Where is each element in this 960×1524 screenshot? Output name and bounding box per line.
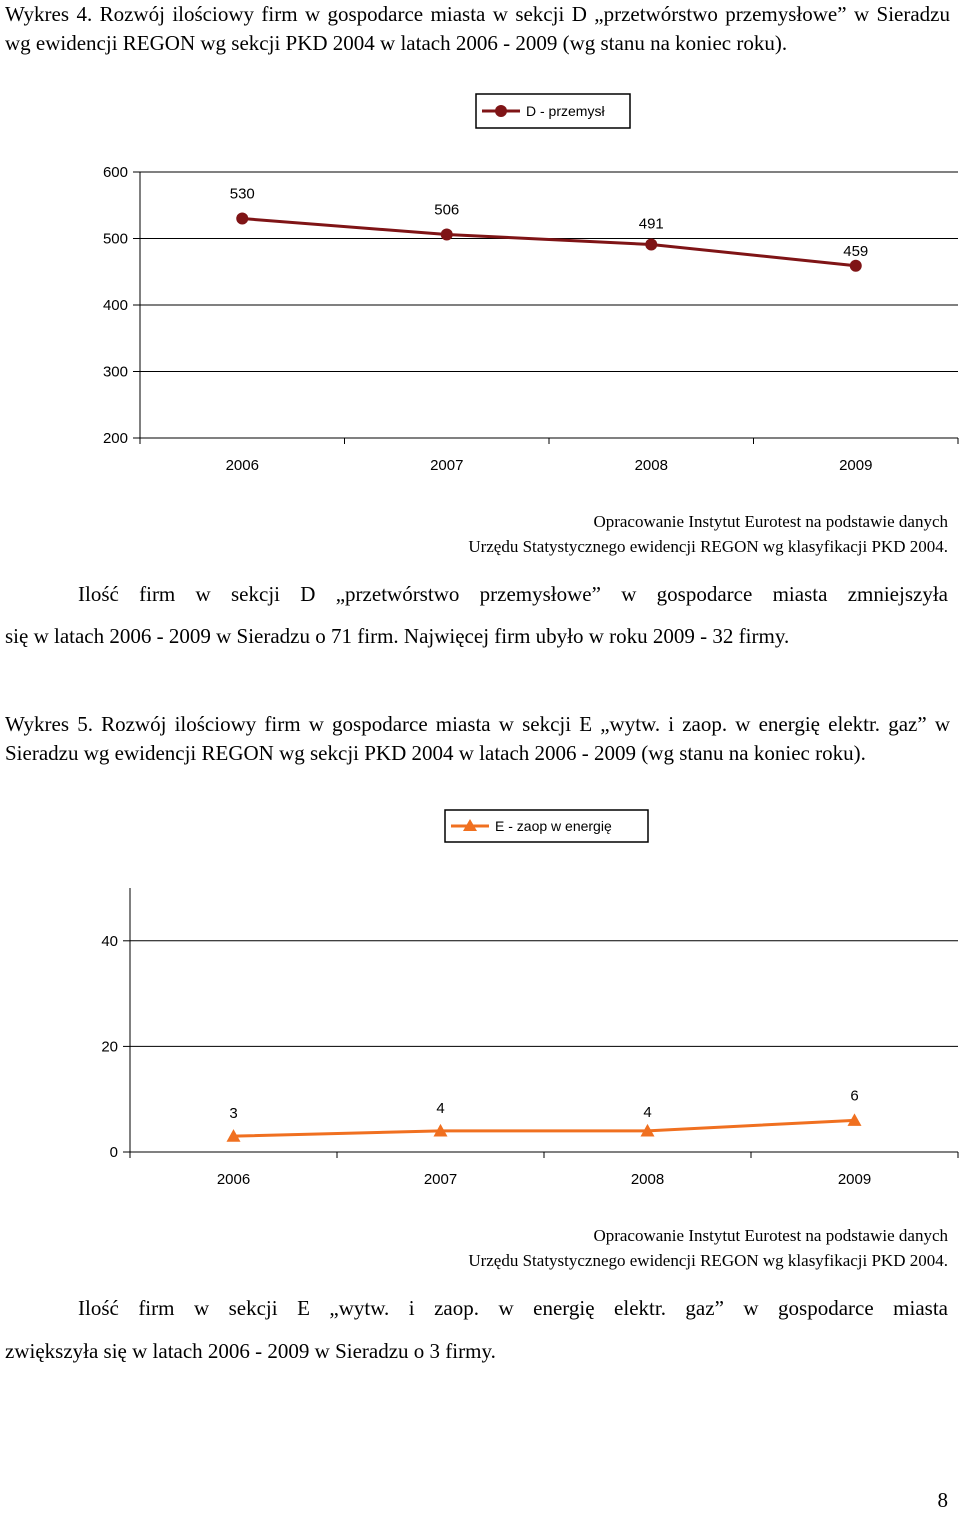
x-tick-label: 2006 xyxy=(216,1171,251,1188)
data-point xyxy=(645,238,657,250)
data-label: 491 xyxy=(638,215,664,233)
data-label: 506 xyxy=(434,201,460,219)
paragraph-1-line-1: Ilość firm w sekcji D „przetwórstwo przemysłowe” w gospodarce miasta zmniejszyła xyxy=(78,582,948,606)
chart-e-energia xyxy=(0,800,960,1200)
chart-d-przemysl xyxy=(0,80,960,480)
legend-marker xyxy=(495,105,507,117)
data-label: 530 xyxy=(229,185,255,203)
data-point xyxy=(850,260,862,272)
y-tick-label: 40 xyxy=(101,932,118,950)
chart-svg-e-energia xyxy=(0,800,960,1200)
x-tick-label: 2007 xyxy=(423,1171,458,1188)
x-tick-label: 2006 xyxy=(225,457,259,474)
chart-svg-d-przemysl xyxy=(0,80,960,480)
paragraph-1-line-2: się w latach 2006 - 2009 w Sieradzu o 71 firm. Najwięcej firm ubyło w roku 2009 - 32 firmy. xyxy=(5,624,790,648)
data-label: 4 xyxy=(436,1099,445,1117)
y-tick-label: 0 xyxy=(109,1144,118,1161)
data-label: 6 xyxy=(850,1087,859,1105)
chart-source-note-2 xyxy=(248,1223,948,1273)
data-label: 459 xyxy=(843,242,869,260)
data-label: 4 xyxy=(643,1103,652,1121)
legend-label: E - zaop w energię xyxy=(495,818,612,834)
paragraph-2-line-1: Ilość firm w sekcji E „wytw. i zaop. w energię elektr. gaz” w gospodarce miasta xyxy=(78,1296,948,1320)
y-tick-label: 500 xyxy=(102,230,128,248)
source-line-2: Urzędu Statystycznego ewidencji REGON wg klasyfikacji PKD 2004. xyxy=(468,1251,948,1270)
source-line-1: Opracowanie Instytut Eurotest na podstawie danych xyxy=(593,1226,948,1245)
y-tick-label: 20 xyxy=(101,1038,118,1056)
page-number: 8 xyxy=(937,1488,948,1512)
y-tick-label: 200 xyxy=(102,430,128,447)
data-point xyxy=(441,229,453,241)
y-tick-label: 400 xyxy=(102,297,128,314)
chart-caption-wykres-5: Wykres 5. Rozwój ilościowy firm w gospodarce miasta w sekcji E „wytw. i zaop. w energię elektr. gaz” w Sieradzu wg ewidencji REGON wg sekcji PKD 2004 w latach 2006 - 2009 (wg stanu na koniec roku). xyxy=(5,712,950,765)
source-line-2: Urzędu Statystycznego ewidencji REGON wg klasyfikacji PKD 2004. xyxy=(468,537,948,556)
x-tick-label: 2008 xyxy=(630,1171,665,1188)
x-tick-label: 2008 xyxy=(634,457,668,474)
y-tick-label: 600 xyxy=(102,164,128,181)
series-line xyxy=(234,1120,855,1136)
paragraph-2-line-2: zwiększyła się w latach 2006 - 2009 w Sieradzu o 3 firmy. xyxy=(5,1339,496,1363)
chart-caption-wykres-4: Wykres 4. Rozwój ilościowy firm w gospodarce miasta w sekcji D „przetwórstwo przemysłowe” w Sieradzu wg ewidencji REGON wg sekcji PKD 2004 w latach 2006 - 2009 (wg stanu na koniec roku). xyxy=(5,2,950,55)
x-tick-label: 2009 xyxy=(837,1171,872,1188)
chart-source-note-1 xyxy=(248,509,948,559)
data-point xyxy=(236,213,248,225)
x-tick-label: 2009 xyxy=(839,457,873,474)
legend-label: D - przemysł xyxy=(526,103,605,119)
source-line-1: Opracowanie Instytut Eurotest na podstawie danych xyxy=(593,512,948,531)
data-label: 3 xyxy=(229,1105,238,1123)
series-line xyxy=(242,219,856,266)
y-tick-label: 300 xyxy=(102,363,128,381)
x-tick-label: 2007 xyxy=(430,457,464,474)
